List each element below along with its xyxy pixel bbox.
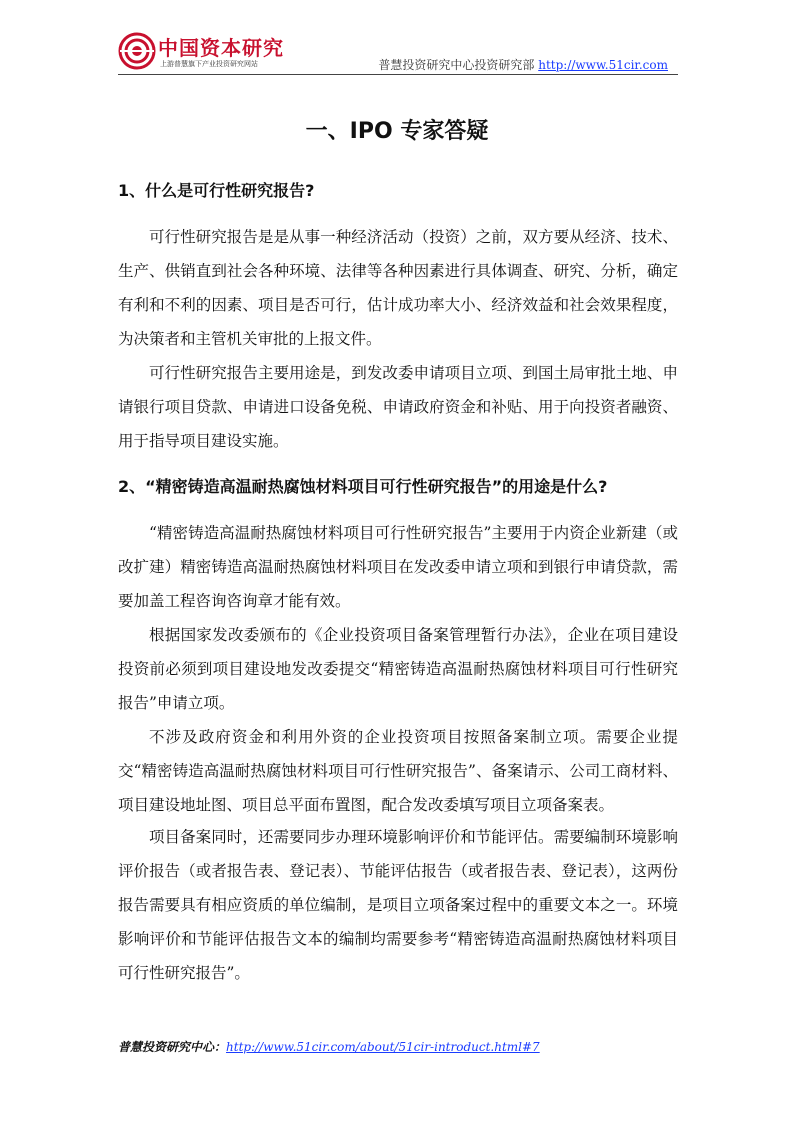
header-url-link[interactable]: http://www.51cir.com: [538, 58, 668, 72]
section-1-paragraph-2: 可行性研究报告主要用途是，到发改委申请项目立项、到国土局审批土地、申请银行项目贷款、申请进口设备免税、申请政府资金和补贴、用于向投资者融资、用于指导项目建设实施。: [118, 364, 678, 450]
page-footer: [118, 1038, 540, 1055]
logo-subtitle: 上游普慧旗下产业投资研究网站: [160, 60, 258, 68]
page-header: [118, 30, 678, 75]
header-org-name: 普慧投资研究中心投资研究部: [378, 58, 535, 72]
section-2-heading: 2、“精密铸造高温耐热腐蚀材料项目可行性研究报告”的用途是什么?: [118, 477, 608, 496]
header-org: [378, 56, 668, 73]
section-2-paragraph-3: 不涉及政府资金和利用外资的企业投资项目按照备案制立项。需要企业提交“精密铸造高温耐热腐蚀材料项目可行性研究报告”、备案请示、公司工商材料、项目建设地址图、项目总平面布置图，配合发改委填写项目立项备案表。: [118, 728, 678, 814]
section-1-heading: 1、什么是可行性研究报告?: [118, 181, 315, 200]
logo: [118, 30, 284, 72]
document-title: 一、IPO 专家答疑: [305, 119, 489, 144]
footer-url-link[interactable]: http://www.51cir.com/about/51cir-introduct.html#7: [226, 1040, 540, 1054]
footer-label: 普慧投资研究中心：: [118, 1040, 227, 1054]
section-1-paragraph-1: 可行性研究报告是是从事一种经济活动（投资）之前，双方要从经济、技术、生产、供销直到社会各种环境、法律等各种因素进行具体调查、研究、分析，确定有利和不利的因素、项目是否可行，估计成功率大小、经济效益和社会效果程度，为决策者和主管机关审批的上报文件。: [118, 228, 678, 348]
section-2-paragraph-1: “精密铸造高温耐热腐蚀材料项目可行性研究报告”主要用于内资企业新建（或改扩建）精密铸造高温耐热腐蚀材料项目在发改委申请立项和到银行申请贷款，需要加盖工程咨询咨询章才能有效。: [118, 524, 678, 610]
section-2-paragraph-2: 根据国家发改委颁布的《企业投资项目备案管理暂行办法》，企业在项目建设投资前必须到项目建设地发改委提交“精密铸造高温耐热腐蚀材料项目可行性研究报告”申请立项。: [118, 626, 678, 712]
logo-title: 中国资本研究: [158, 36, 284, 60]
section-2-paragraph-4: 项目备案同时，还需要同步办理环境影响评价和节能评估。需要编制环境影响评价报告（或者报告表、登记表）、节能评估报告（或者报告表、登记表），这两份报告需要具有相应资质的单位编制，是项目立项备案过程中的重要文本之一。环境影响评价和节能评估报告文本的编制均需要参考“精密铸造高温耐热腐蚀材料项目可行性研究报告”。: [118, 828, 678, 982]
logo-swirl-icon: [118, 32, 156, 70]
